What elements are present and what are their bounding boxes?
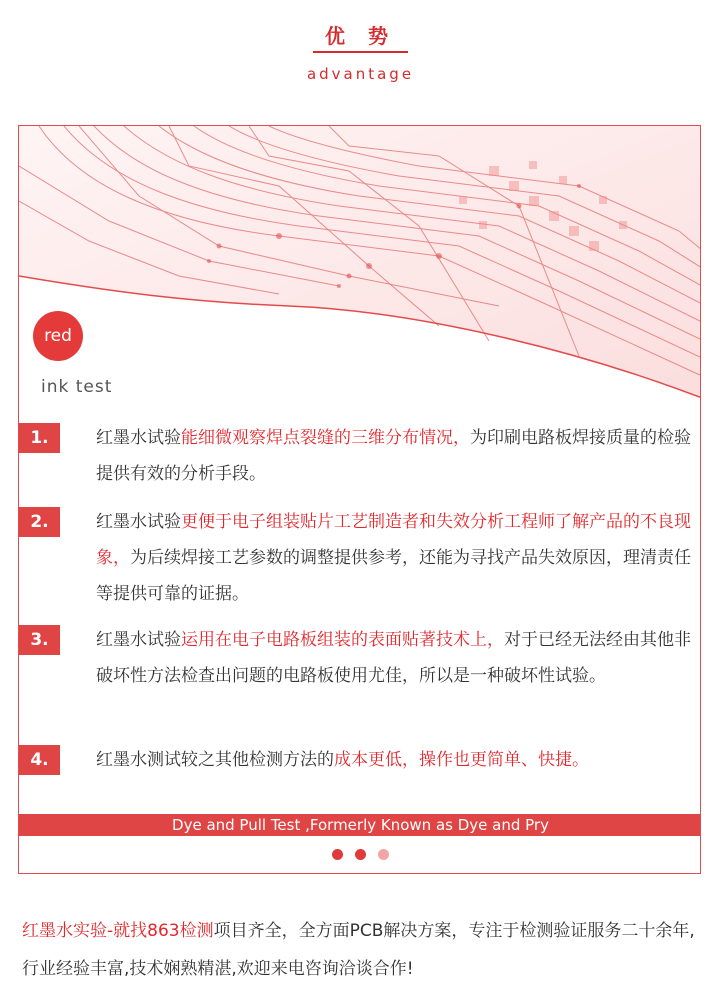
item-rest: 为印刷电路板焊接质量的检验提供有效的分析手段。 — [96, 428, 691, 484]
item-number: 2. — [19, 507, 60, 537]
footer-text — [22, 912, 702, 988]
item-number: 1. — [19, 423, 60, 453]
item-highlight: 更便于电子组装贴片工艺制造者和失效分析工程师了解产品的不良现象， — [96, 512, 691, 568]
footer-highlight: 红墨水实验-就找863检测 — [22, 921, 214, 941]
advantage-card — [18, 125, 701, 874]
carousel-dot-1[interactable] — [332, 849, 343, 860]
item-rest: 为后续焊接工艺参数的调整提供参考，还能为寻找产品失效原因，理清责任等提供可靠的证据。 — [96, 548, 691, 604]
carousel-dots — [19, 849, 701, 861]
red-badge: red — [33, 311, 83, 361]
item-text — [96, 420, 696, 492]
carousel-dot-2[interactable] — [355, 849, 366, 860]
item-text — [96, 504, 696, 612]
item-text — [96, 742, 696, 778]
title-underline — [313, 51, 408, 53]
item-number: 4. — [19, 745, 60, 775]
item-highlight: 能细微观察焊点裂缝的三维分布情况， — [181, 428, 470, 448]
section-title: 优 势 — [325, 24, 396, 48]
section-subtitle: advantage — [306, 65, 415, 83]
item-highlight: 成本更低，操作也更简单、快捷。 — [334, 750, 589, 770]
item-lead: 红墨水试验 — [96, 630, 181, 650]
caption-strip: Dye and Pull Test ,Formerly Known as Dye and Pry — [19, 814, 701, 836]
ink-test-caption: ink test — [41, 377, 113, 397]
item-lead: 红墨水试验 — [96, 428, 181, 448]
item-lead: 红墨水测试较之其他检测方法的 — [96, 750, 334, 770]
item-text — [96, 622, 696, 694]
item-highlight: 运用在电子电路板组装的表面贴著技术上， — [181, 630, 504, 650]
circuit-illustration — [19, 126, 701, 406]
carousel-dot-3[interactable] — [378, 849, 389, 860]
item-number: 3. — [19, 625, 60, 655]
item-rest: 对于已经无法经由其他非破坏性方法检查出问题的电路板使用尤佳，所以是一种破坏性试验。 — [96, 630, 691, 686]
item-lead: 红墨水试验 — [96, 512, 181, 532]
footer-rest: 项目齐全，全方面PCB解决方案，专注于检测验证服务二十余年,行业经验丰富,技术娴熟精湛,欢迎来电咨询洽谈合作! — [22, 921, 695, 979]
